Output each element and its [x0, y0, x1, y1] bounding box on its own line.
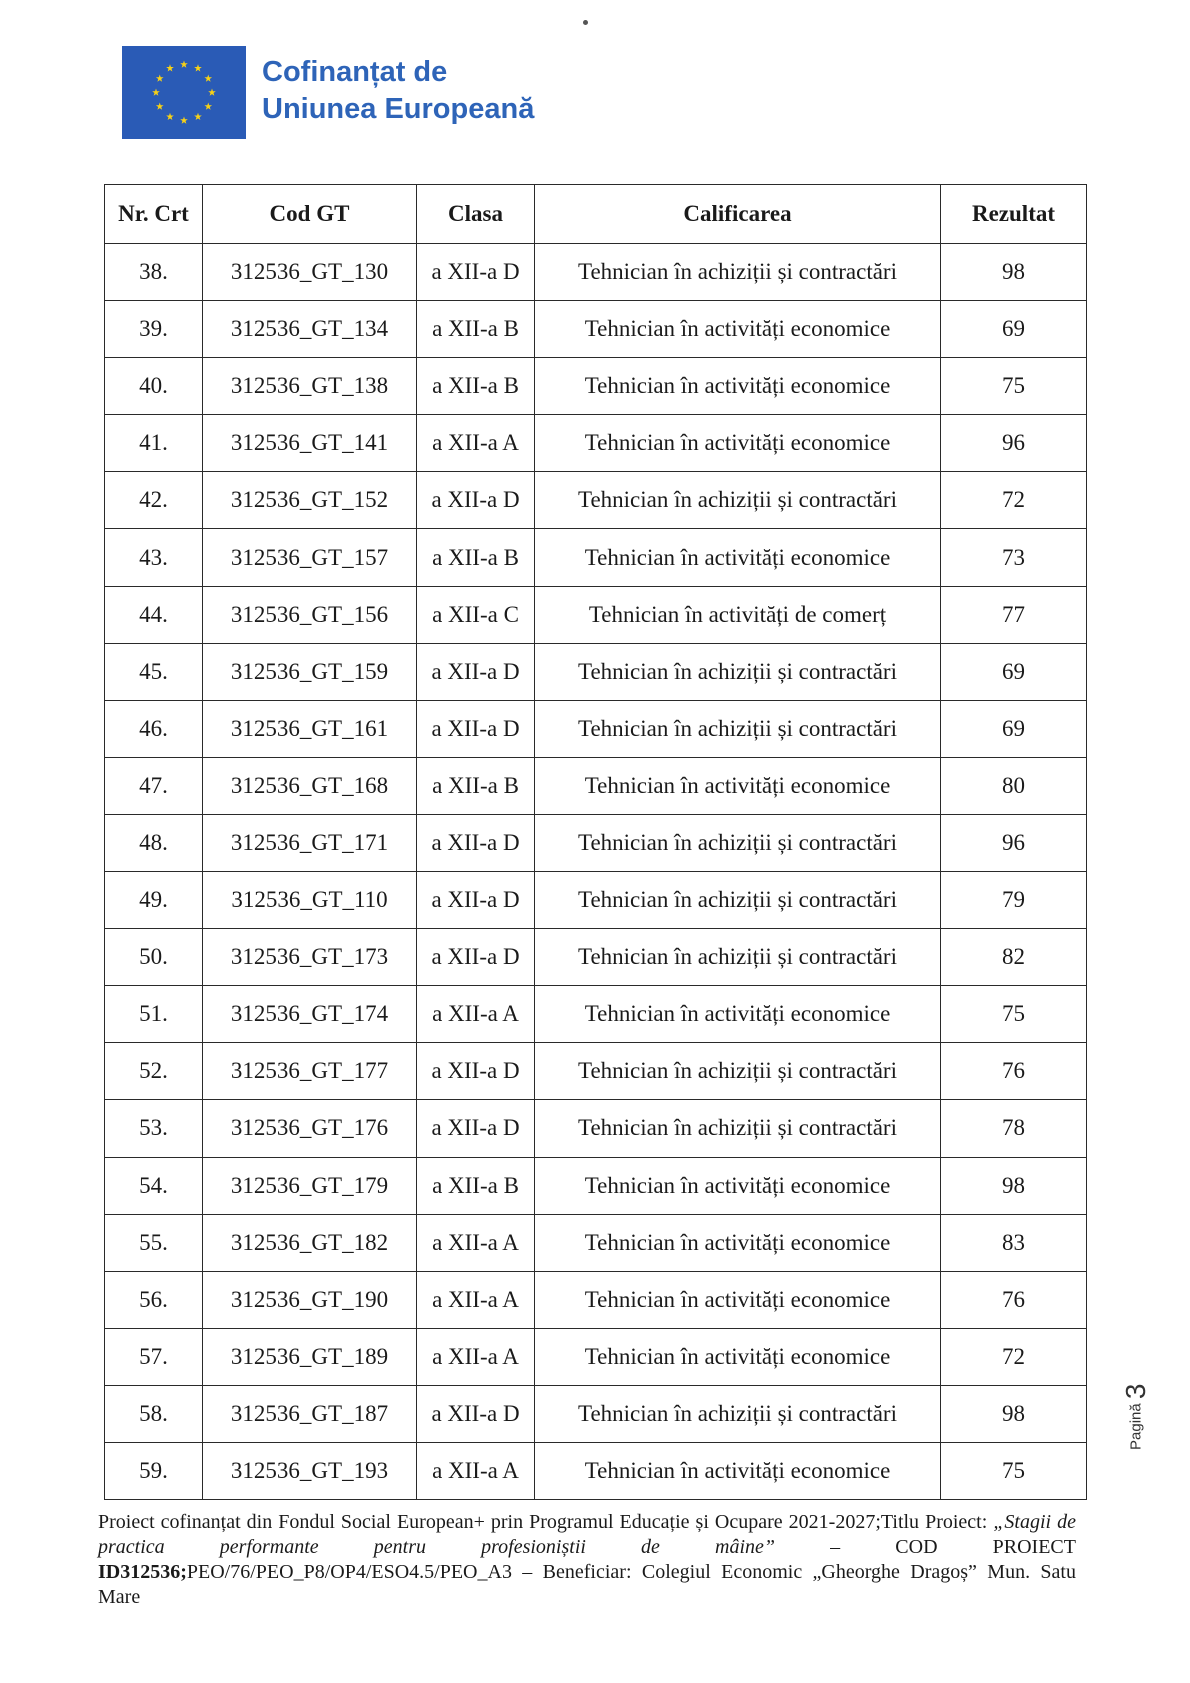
cell-nr: 51. [105, 986, 203, 1043]
cell-cod: 312536_GT_171 [203, 814, 417, 871]
cell-rezultat: 96 [941, 814, 1087, 871]
eu-flag-stars [122, 46, 246, 139]
cell-cod: 312536_GT_152 [203, 472, 417, 529]
cell-calificare: Tehnician în activități economice [535, 986, 941, 1043]
table-row [105, 1157, 1087, 1214]
cell-clasa: a XII-a A [417, 415, 535, 472]
cell-cod: 312536_GT_168 [203, 757, 417, 814]
cell-calificare: Tehnician în activități economice [535, 1442, 941, 1499]
footer-project-code: ID312536; [98, 1561, 187, 1583]
cell-clasa: a XII-a A [417, 1271, 535, 1328]
table-row [105, 757, 1087, 814]
table-row [105, 301, 1087, 358]
cell-clasa: a XII-a D [417, 472, 535, 529]
cell-nr: 58. [105, 1385, 203, 1442]
cell-clasa: a XII-a B [417, 529, 535, 586]
cell-clasa: a XII-a B [417, 301, 535, 358]
table-row [105, 1043, 1087, 1100]
footer-text-3: PEO/76/PEO_P8/OP4/ESO4.5/PEO_A3 – Beneficiar: Colegiul Economic „Gheorghe Dragoș” Mun. Satu Mare [98, 1561, 1076, 1608]
column-header-cod: Cod GT [203, 185, 417, 244]
cell-calificare: Tehnician în achiziții și contractări [535, 1385, 941, 1442]
cell-nr: 40. [105, 358, 203, 415]
cell-calificare: Tehnician în activități economice [535, 1328, 941, 1385]
cell-calificare: Tehnician în achiziții și contractări [535, 472, 941, 529]
cell-rezultat: 69 [941, 700, 1087, 757]
cell-cod: 312536_GT_173 [203, 929, 417, 986]
table-row [105, 872, 1087, 929]
cell-cod: 312536_GT_179 [203, 1157, 417, 1214]
table-row [105, 472, 1087, 529]
cell-cod: 312536_GT_141 [203, 415, 417, 472]
table-row [105, 1214, 1087, 1271]
cell-nr: 42. [105, 472, 203, 529]
eu-star-icon [166, 64, 174, 71]
footer-text-2: – COD PROIECT [775, 1536, 1076, 1558]
table-row [105, 1385, 1087, 1442]
cell-calificare: Tehnician în achiziții și contractări [535, 929, 941, 986]
eu-star-icon [180, 117, 188, 124]
cell-clasa: a XII-a D [417, 244, 535, 301]
eu-star-icon [180, 61, 188, 68]
cell-nr: 39. [105, 301, 203, 358]
table-row [105, 929, 1087, 986]
cell-calificare: Tehnician în activități de comerț [535, 586, 941, 643]
cell-nr: 49. [105, 872, 203, 929]
cell-cod: 312536_GT_156 [203, 586, 417, 643]
table-row [105, 1328, 1087, 1385]
cell-nr: 54. [105, 1157, 203, 1214]
cell-rezultat: 69 [941, 643, 1087, 700]
cell-clasa: a XII-a D [417, 643, 535, 700]
cell-cod: 312536_GT_174 [203, 986, 417, 1043]
cell-clasa: a XII-a D [417, 1100, 535, 1157]
cell-rezultat: 80 [941, 757, 1087, 814]
page-label-text: Pagină [1127, 1403, 1145, 1450]
cell-cod: 312536_GT_134 [203, 301, 417, 358]
cell-nr: 46. [105, 700, 203, 757]
cell-clasa: a XII-a D [417, 814, 535, 871]
cell-calificare: Tehnician în activități economice [535, 757, 941, 814]
cofinance-line-2: Uniunea Europeană [262, 93, 535, 125]
cell-cod: 312536_GT_187 [203, 1385, 417, 1442]
cell-calificare: Tehnician în achiziții și contractări [535, 1043, 941, 1100]
cell-clasa: a XII-a D [417, 929, 535, 986]
table-row [105, 1442, 1087, 1499]
eu-flag-icon [122, 46, 246, 139]
cell-calificare: Tehnician în achiziții și contractări [535, 872, 941, 929]
cell-rezultat: 75 [941, 358, 1087, 415]
cell-rezultat: 72 [941, 1328, 1087, 1385]
cell-clasa: a XII-a C [417, 586, 535, 643]
cofinance-heading [262, 54, 534, 128]
cell-clasa: a XII-a A [417, 1442, 535, 1499]
cell-calificare: Tehnician în activități economice [535, 1271, 941, 1328]
table-row [105, 358, 1087, 415]
cell-rezultat: 79 [941, 872, 1087, 929]
cell-cod: 312536_GT_190 [203, 1271, 417, 1328]
table-row [105, 529, 1087, 586]
cell-nr: 45. [105, 643, 203, 700]
column-header-rezultat: Rezultat [941, 185, 1087, 244]
cell-cod: 312536_GT_189 [203, 1328, 417, 1385]
cell-cod: 312536_GT_159 [203, 643, 417, 700]
eu-star-icon [194, 64, 202, 71]
cell-rezultat: 78 [941, 1100, 1087, 1157]
cell-rezultat: 73 [941, 529, 1087, 586]
table-row [105, 700, 1087, 757]
cell-clasa: a XII-a B [417, 1157, 535, 1214]
cell-rezultat: 96 [941, 415, 1087, 472]
table-row [105, 986, 1087, 1043]
cell-calificare: Tehnician în activități economice [535, 1214, 941, 1271]
cell-cod: 312536_GT_110 [203, 872, 417, 929]
cell-nr: 57. [105, 1328, 203, 1385]
table-row [105, 643, 1087, 700]
cell-calificare: Tehnician în achiziții și contractări [535, 814, 941, 871]
cell-rezultat: 98 [941, 1385, 1087, 1442]
eu-star-icon [156, 103, 164, 110]
cell-rezultat: 98 [941, 1157, 1087, 1214]
table-row [105, 586, 1087, 643]
cell-rezultat: 75 [941, 986, 1087, 1043]
cell-rezultat: 76 [941, 1271, 1087, 1328]
cell-cod: 312536_GT_176 [203, 1100, 417, 1157]
cell-calificare: Tehnician în activități economice [535, 529, 941, 586]
cell-calificare: Tehnician în achiziții și contractări [535, 244, 941, 301]
project-footer [98, 1510, 1076, 1610]
column-header-calificare: Calificarea [535, 185, 941, 244]
table-header-row [105, 185, 1087, 244]
table-row [105, 1271, 1087, 1328]
cell-cod: 312536_GT_157 [203, 529, 417, 586]
table-body [105, 244, 1087, 1500]
cell-clasa: a XII-a D [417, 1043, 535, 1100]
footer-project-title: „Stagii de practica performante pentru profesioniștii de mâine” [98, 1511, 1077, 1558]
eu-star-icon [204, 103, 212, 110]
cell-cod: 312536_GT_177 [203, 1043, 417, 1100]
cell-cod: 312536_GT_130 [203, 244, 417, 301]
table-row [105, 244, 1087, 301]
cell-rezultat: 82 [941, 929, 1087, 986]
cell-clasa: a XII-a D [417, 700, 535, 757]
scan-dot [583, 20, 588, 25]
eu-star-icon [194, 113, 202, 120]
page-number-label [1120, 1350, 1150, 1450]
cell-clasa: a XII-a A [417, 1328, 535, 1385]
cell-calificare: Tehnician în achiziții și contractări [535, 643, 941, 700]
cofinance-line-1: Cofinanțat de [262, 56, 448, 88]
cell-clasa: a XII-a D [417, 1385, 535, 1442]
eu-star-icon [166, 113, 174, 120]
eu-star-icon [152, 89, 160, 96]
cell-nr: 44. [105, 586, 203, 643]
cell-clasa: a XII-a A [417, 1214, 535, 1271]
cell-cod: 312536_GT_193 [203, 1442, 417, 1499]
cell-nr: 41. [105, 415, 203, 472]
cell-rezultat: 98 [941, 244, 1087, 301]
results-table [104, 184, 1087, 1500]
table-row [105, 415, 1087, 472]
cell-cod: 312536_GT_182 [203, 1214, 417, 1271]
cell-rezultat: 75 [941, 1442, 1087, 1499]
eu-star-icon [208, 89, 216, 96]
cell-rezultat: 83 [941, 1214, 1087, 1271]
cell-rezultat: 69 [941, 301, 1087, 358]
cell-calificare: Tehnician în activități economice [535, 1157, 941, 1214]
cell-clasa: a XII-a D [417, 872, 535, 929]
cell-clasa: a XII-a B [417, 757, 535, 814]
cell-calificare: Tehnician în activități economice [535, 358, 941, 415]
page-number: 3 [1120, 1383, 1151, 1400]
footer-text-1: Proiect cofinanțat din Fondul Social European+ prin Programul Educație și Ocupare 2021-2027;Titlu Proiect: [98, 1511, 994, 1533]
eu-star-icon [156, 75, 164, 82]
cell-nr: 43. [105, 529, 203, 586]
cell-calificare: Tehnician în achiziții și contractări [535, 700, 941, 757]
cell-rezultat: 77 [941, 586, 1087, 643]
cell-nr: 59. [105, 1442, 203, 1499]
column-header-nr: Nr. Crt [105, 185, 203, 244]
cell-cod: 312536_GT_138 [203, 358, 417, 415]
cell-clasa: a XII-a B [417, 358, 535, 415]
table-row [105, 1100, 1087, 1157]
cell-cod: 312536_GT_161 [203, 700, 417, 757]
column-header-clasa: Clasa [417, 185, 535, 244]
cell-nr: 55. [105, 1214, 203, 1271]
cell-nr: 50. [105, 929, 203, 986]
cell-nr: 48. [105, 814, 203, 871]
cell-nr: 38. [105, 244, 203, 301]
cell-nr: 53. [105, 1100, 203, 1157]
cell-clasa: a XII-a A [417, 986, 535, 1043]
cell-nr: 56. [105, 1271, 203, 1328]
cell-rezultat: 72 [941, 472, 1087, 529]
eu-star-icon [204, 75, 212, 82]
cell-calificare: Tehnician în activități economice [535, 415, 941, 472]
table-row [105, 814, 1087, 871]
cell-calificare: Tehnician în achiziții și contractări [535, 1100, 941, 1157]
cell-nr: 47. [105, 757, 203, 814]
cell-calificare: Tehnician în activități economice [535, 301, 941, 358]
cell-rezultat: 76 [941, 1043, 1087, 1100]
cell-nr: 52. [105, 1043, 203, 1100]
